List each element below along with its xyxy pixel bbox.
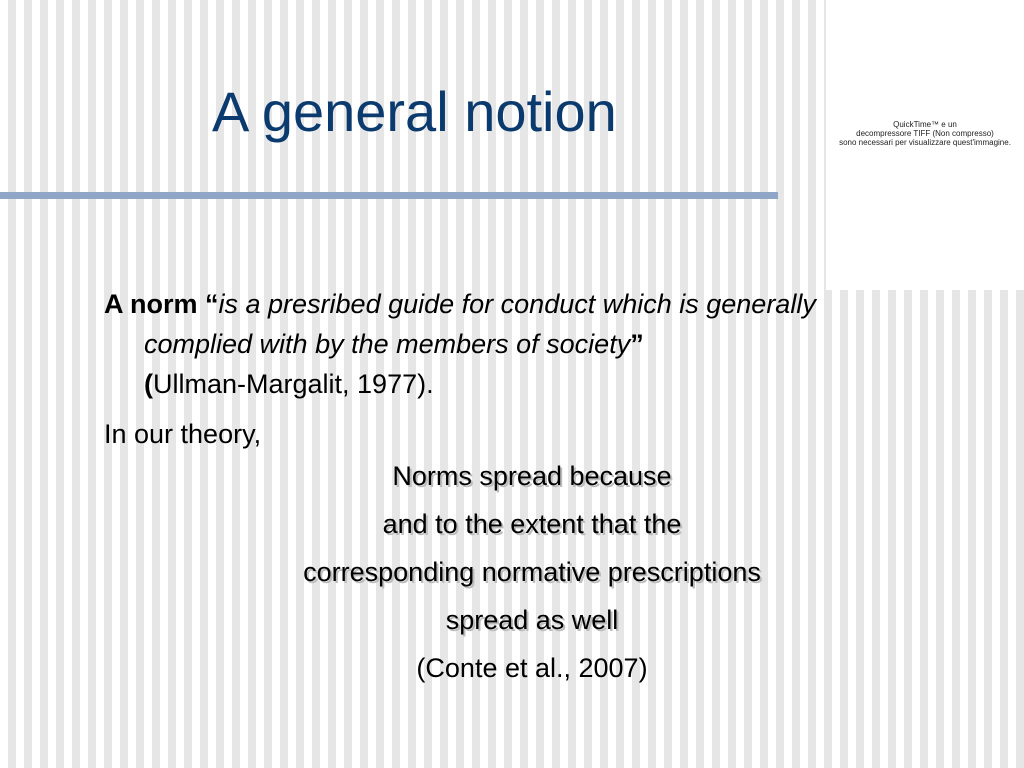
statement-line: spread as well — [445, 605, 619, 635]
title-underline-rule — [0, 192, 778, 199]
definition-source: Ullman-Margalit, 1977). — [153, 369, 434, 399]
definition-term: A norm — [104, 289, 205, 319]
citation: (Conte et al., 2007) — [416, 653, 648, 683]
definition-open-quote: “ — [205, 289, 219, 319]
placeholder-line: QuickTime™ e un — [893, 120, 957, 129]
missing-image-placeholder — [826, 0, 1024, 290]
placeholder-line: sono necessari per visualizzare quest'immagine. — [839, 138, 1011, 147]
statement-line: Norms spread because — [392, 461, 672, 491]
norm-definition — [104, 284, 904, 404]
placeholder-line: decompressore TIFF (Non compresso) — [856, 129, 994, 138]
statement-line: corresponding normative prescriptions — [303, 557, 761, 587]
slide-body — [104, 284, 904, 456]
statement-line: and to the extent that the — [382, 509, 682, 539]
definition-open-paren: ( — [144, 369, 153, 399]
definition-close-quote: ” — [630, 329, 644, 359]
theory-intro: In our theory, — [104, 419, 262, 449]
slide-title: A general notion — [212, 80, 617, 143]
placeholder-message — [826, 120, 1024, 147]
definition-quote: is a presribed guide for conduct which is generally complied with by the members of society — [144, 289, 816, 359]
